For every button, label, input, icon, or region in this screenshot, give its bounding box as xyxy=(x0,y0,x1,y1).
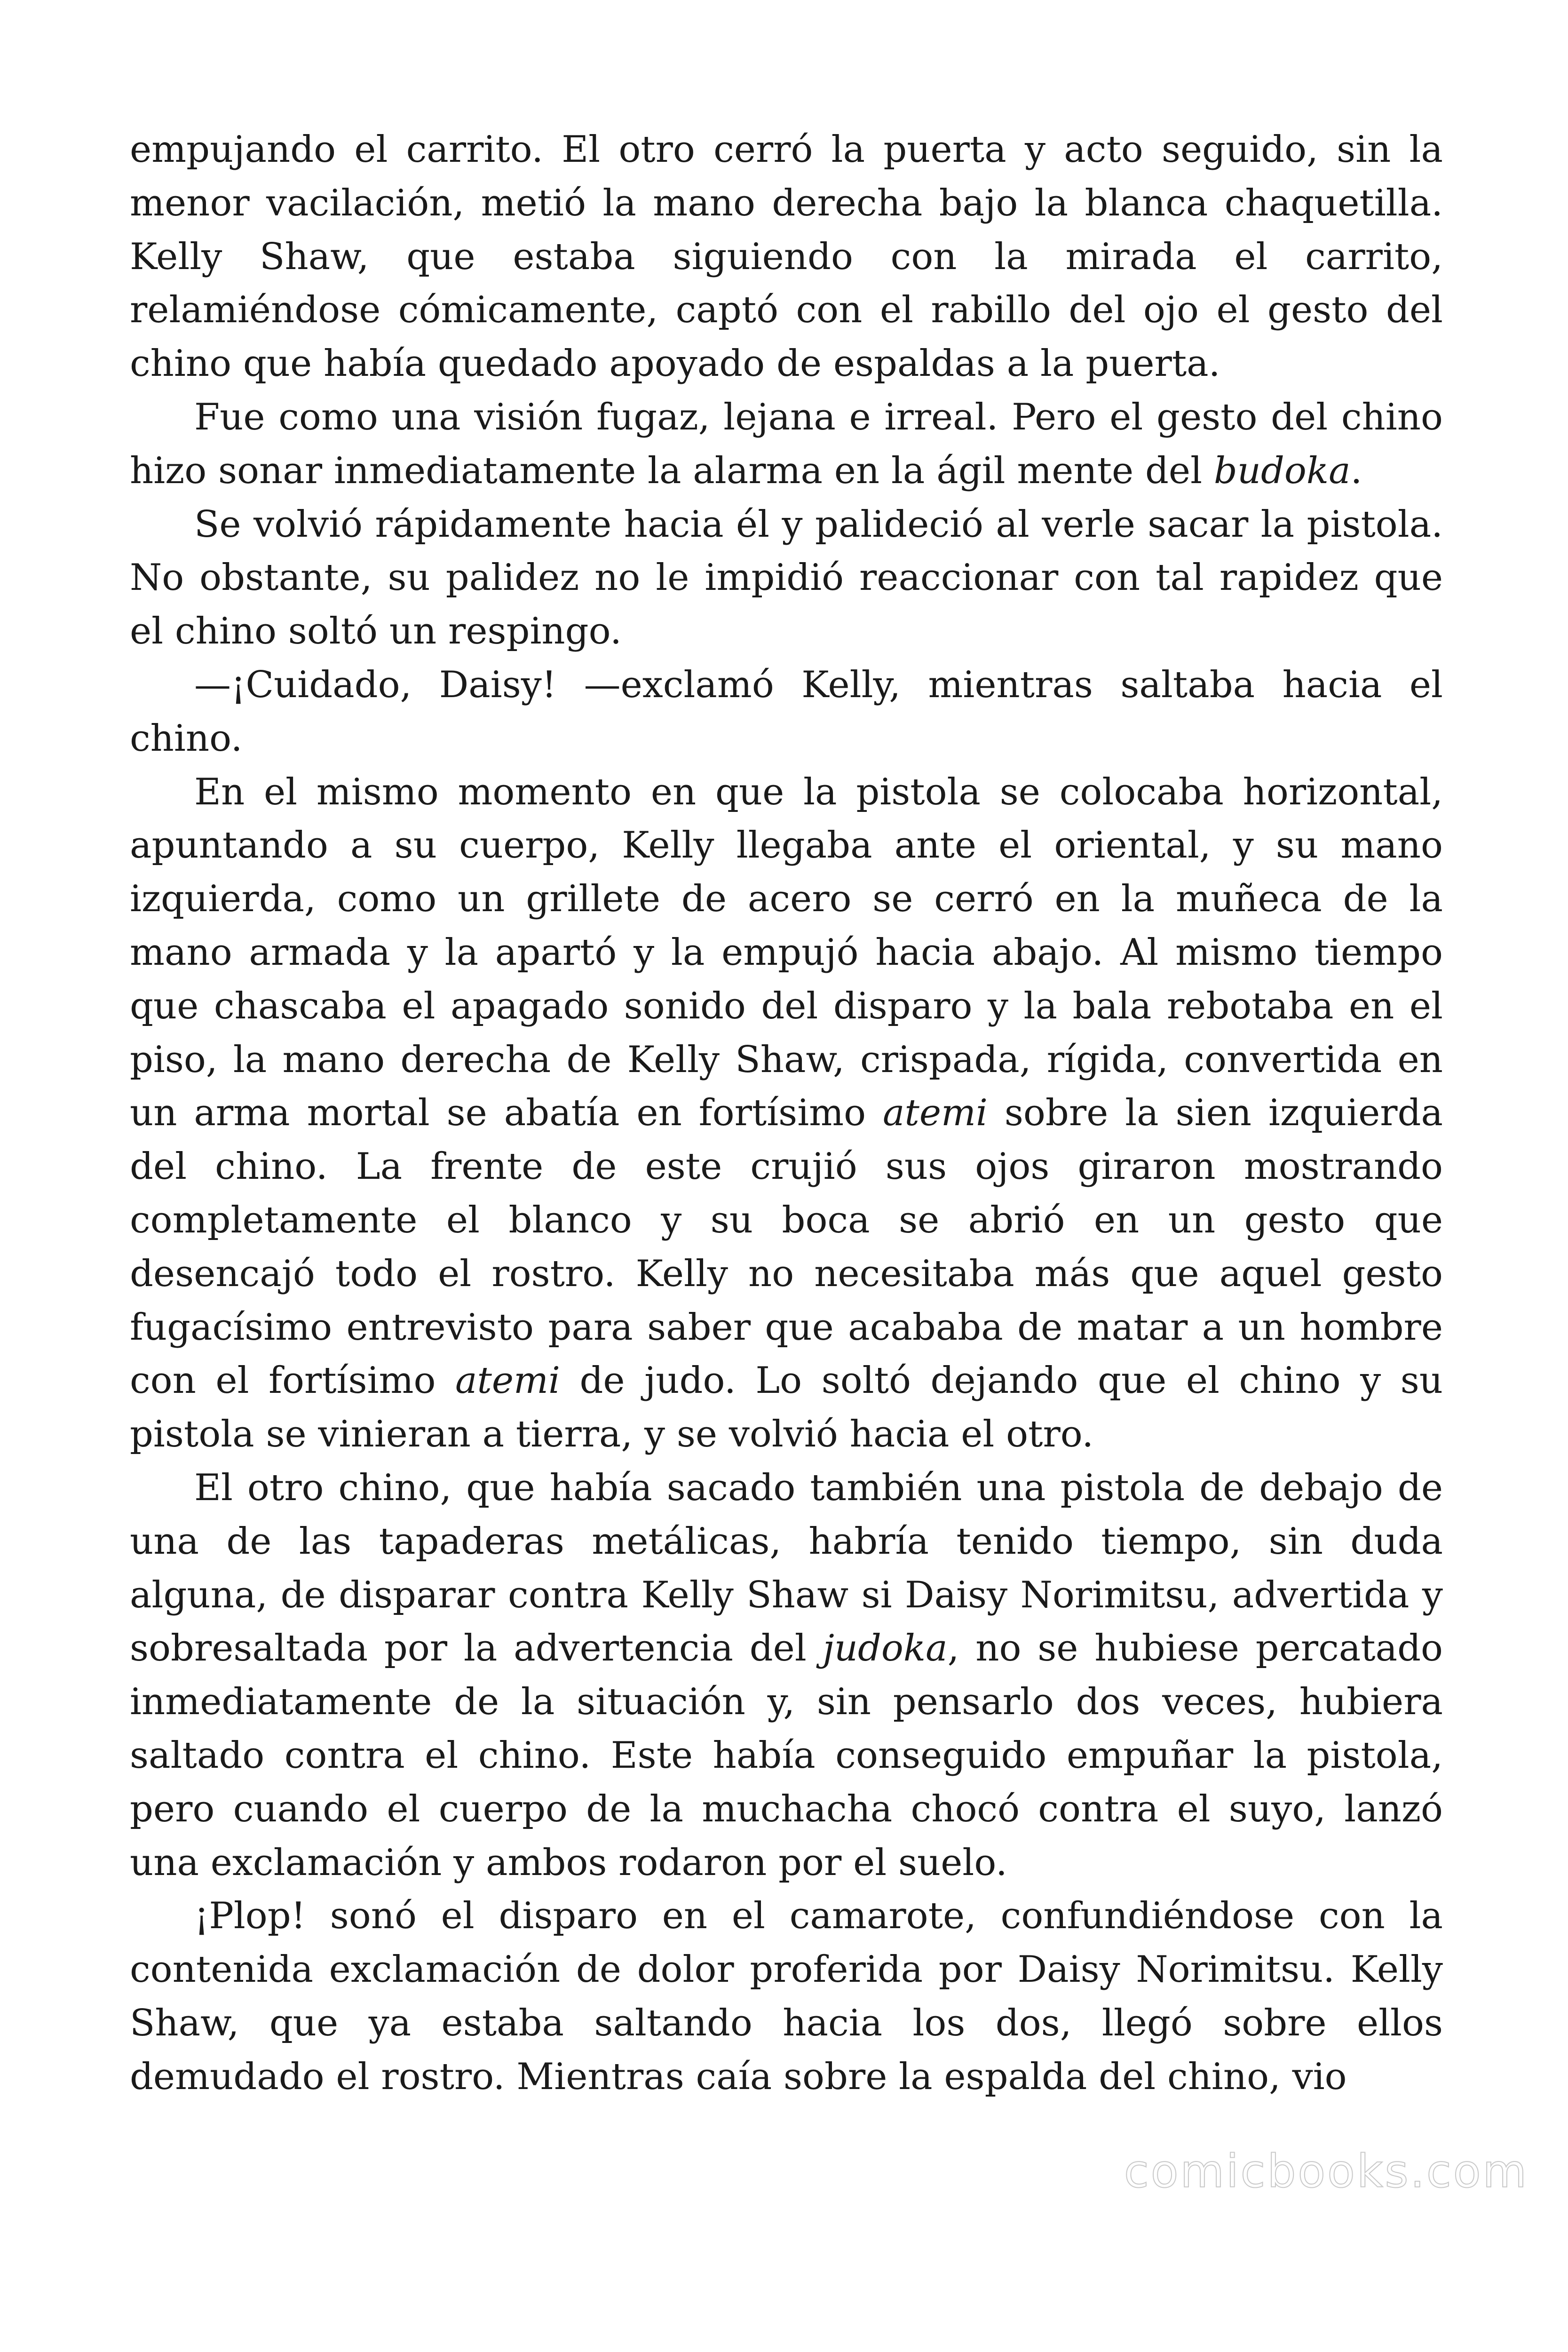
paragraph-6-italic-judoka: judoka xyxy=(823,1627,948,1670)
paragraph-1 xyxy=(130,123,1443,391)
paragraph-3 xyxy=(130,498,1443,659)
paragraph-2-italic-budoka: budoka xyxy=(1213,449,1351,492)
paragraph-3-text: Se volvió rápidamente hacia él y palideció al verle sacar la pistola. No obstante, su palidez no le impidió reaccionar con tal rapidez que el chino soltó un respingo. xyxy=(130,503,1443,653)
paragraph-7-text: ¡Plop! sonó el disparo en el camarote, confundiéndose con la contenida exclamación de dolor proferida por Daisy Norimitsu. Kelly Shaw, que ya estaba saltando hacia los dos, llegó sobre ellos demudado el rostro. Mientras caía sobre la espalda del chino, vio xyxy=(130,1895,1443,2098)
body-text xyxy=(130,123,1443,2104)
paragraph-5 xyxy=(130,766,1443,1462)
paragraph-4-text: —¡Cuidado, Daisy! —exclamó Kelly, mientras saltaba hacia el chino. xyxy=(130,663,1443,760)
paragraph-2-text-a: Fue como una visión fugaz, lejana e irreal. Pero el gesto del chino hizo sonar inmediatamente la alarma en la ágil mente del xyxy=(130,396,1443,492)
paragraph-5-text-c: de judo. Lo soltó dejando que el chino y su pistola se vinieran a tierra, y se volvió hacia el otro. xyxy=(130,1359,1443,1456)
paragraph-5-italic-atemi-1: atemi xyxy=(883,1092,988,1135)
paragraph-6-text-a: El otro chino, que había sacado también una pistola de debajo de una de las tapaderas metálicas, habría tenido tiempo, sin duda alguna, de disparar contra Kelly Shaw si Daisy Norimitsu, advertida y sobresaltada por la advertencia del xyxy=(130,1466,1443,1670)
paragraph-6 xyxy=(130,1462,1443,1890)
paragraph-5-italic-atemi-2: atemi xyxy=(455,1359,560,1402)
paragraph-7 xyxy=(130,1890,1443,2104)
paragraph-2-text-b: . xyxy=(1350,449,1362,492)
paragraph-5-text-a: En el mismo momento en que la pistola se colocaba horizontal, apuntando a su cuerpo, Kelly llegaba ante el oriental, y su mano izquierda, como un grillete de acero se cerró en la muñeca de la mano armada y la apartó y la empujó hacia abajo. Al mismo tiempo que chascaba el apagado sonido del disparo y la bala rebotaba en el piso, la mano derecha de Kelly Shaw, crispada, rígida, convertida en un arma mortal se abatía en fortísimo xyxy=(130,771,1443,1135)
paragraph-2 xyxy=(130,391,1443,498)
paragraph-1-text: empujando el carrito. El otro cerró la puerta y acto seguido, sin la menor vacilación, metió la mano derecha bajo la blanca chaquetilla. Kelly Shaw, que estaba siguiendo con la mirada el carrito, relamiéndose cómicamente, captó con el rabillo del ojo el gesto del chino que había quedado apoyado de espaldas a la puerta. xyxy=(130,128,1443,385)
watermark-logo: comicbooks.com xyxy=(1124,2145,1528,2198)
paragraph-6-text-b: , no se hubiese percatado inmediatamente de la situación y, sin pensarlo dos veces, hubiera saltado contra el chino. Este había conseguido empuñar la pistola, pero cuando el cuerpo de la muchacha chocó contra el suyo, lanzó una exclamación y ambos rodaron por el suelo. xyxy=(130,1627,1443,1884)
paragraph-5-text-b: sobre la sien izquierda del chino. La frente de este crujió sus ojos giraron mostrando completamente el blanco y su boca se abrió en un gesto que desencajó todo el rostro. Kelly no necesitaba más que aquel gesto fugacísimo entrevisto para saber que acababa de matar a un hombre con el fortísimo xyxy=(130,1092,1443,1402)
paragraph-4-dialogue xyxy=(130,659,1443,766)
